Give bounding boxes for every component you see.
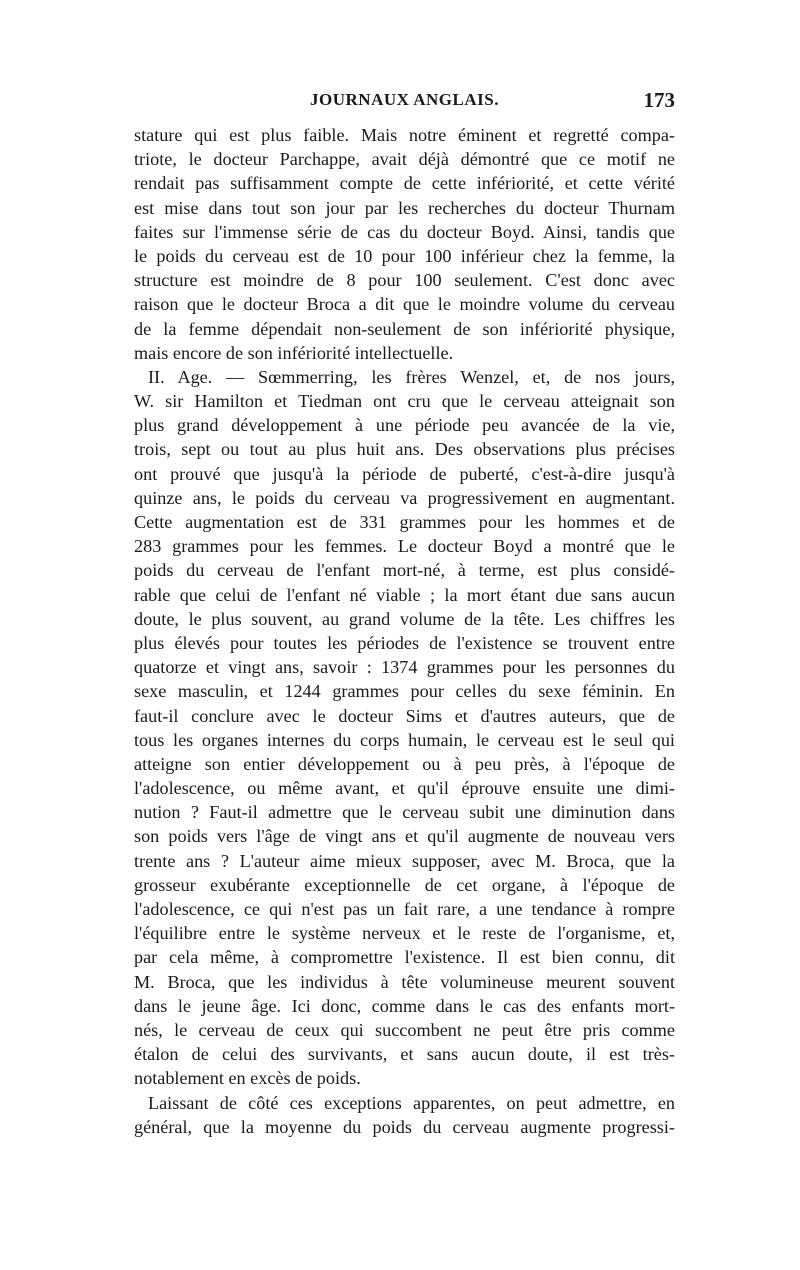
section-heading-line: II. Age. — Sœmmerring, les frères Wenzel, et, de nos jours, [148, 366, 675, 387]
text-line: faut-il conclure avec le docteur Sims et d'autres auteurs, que de [134, 705, 675, 726]
text-line: dans le jeune âge. Ici donc, comme dans le cas des enfants mort- [134, 995, 675, 1016]
page-number: 173 [643, 88, 675, 112]
text-line: Cette augmentation est de 331 grammes pour les hommes et de [134, 512, 675, 532]
text-line: plus grand développement à une période peu avancée de la vie, [134, 415, 675, 436]
text-line: doute, le plus souvent, au grand volume de la tête. Les chiffres les [134, 608, 675, 629]
text-line: trois, sept ou tout au plus huit ans. Des observations plus précises [134, 439, 675, 460]
text-line: W. sir Hamilton et Tiedman ont cru que le cerveau atteignait son [134, 391, 675, 412]
text-line: grosseur exubérante exceptionnelle de cet organe, à l'époque de [134, 874, 675, 895]
text-line: rable que celui de l'enfant né viable ; la mort étant due sans aucun [134, 584, 675, 605]
text-line: l'équilibre entre le système nerveux et le reste de l'organisme, et, [134, 923, 675, 944]
text-line: l'adolescence, ce qui n'est pas un fait rare, a une tendance à rompre [134, 899, 675, 919]
text-line: atteigne son entier développement ou à peu près, à l'époque de [134, 753, 675, 774]
text-line: quinze ans, le poids du cerveau va progressivement en augmentant. [134, 487, 675, 508]
text-line: 283 grammes pour les femmes. Le docteur Boyd a montré que le [134, 536, 675, 557]
text-line: poids du cerveau de l'enfant mort-né, à terme, est plus considé- [134, 560, 675, 581]
text-line: plus élevés pour toutes les périodes de l'existence se trouvent entre [134, 632, 675, 653]
text-line: étalon de celui des survivants, et sans aucun doute, il est très- [134, 1044, 675, 1065]
text-line: est mise dans tout son jour par les recherches du docteur Thurnam [134, 197, 675, 218]
text-line: de la femme dépendait non-seulement de son infériorité physique, [134, 318, 675, 339]
text-line: général, que la moyenne du poids du cerveau augmente progressi- [134, 1116, 675, 1137]
text-line: notablement en excès de poids. [134, 1068, 361, 1089]
page-header [134, 90, 675, 116]
text-line: Laissant de côté ces exceptions apparentes, on peut admettre, en [148, 1092, 675, 1113]
text-line: nution ? Faut-il admettre que le cerveau subit une diminution dans [134, 802, 675, 823]
text-line: ont prouvé que jusqu'à la période de puberté, c'est-à-dire jusqu'à [134, 463, 675, 484]
body-text [134, 123, 675, 1139]
text-line: le poids du cerveau est de 10 pour 100 inférieur chez la femme, la [134, 245, 675, 266]
text-line: tous les organes internes du corps humain, le cerveau est le seul qui [134, 729, 675, 750]
text-line: faites sur l'immense série de cas du docteur Boyd. Ainsi, tandis que [134, 221, 675, 242]
text-line: sexe masculin, et 1244 grammes pour celles du sexe féminin. En [134, 681, 675, 702]
text-line: son poids vers l'âge de vingt ans et qu'il augmente de nouveau vers [134, 826, 675, 847]
text-line: structure est moindre de 8 pour 100 seulement. C'est donc avec [134, 270, 675, 291]
text-line: par cela même, à compromettre l'existence. Il est bien connu, dit [134, 947, 675, 968]
text-line: raison que le docteur Broca a dit que le moindre volume du cerveau [134, 294, 675, 315]
running-head: JOURNAUX ANGLAIS. [310, 90, 499, 109]
text-line: rendait pas suffisamment compte de cette infériorité, et cette vérité [134, 173, 675, 194]
text-line: M. Broca, que les individus à tête volumineuse meurent souvent [134, 971, 675, 992]
text-line: quatorze et vingt ans, savoir : 1374 grammes pour les personnes du [134, 657, 675, 678]
text-line: mais encore de son infériorité intellectuelle. [134, 342, 454, 363]
text-line: nés, le cerveau de ceux qui succombent ne peut être pris comme [134, 1019, 675, 1040]
text-line: triote, le docteur Parchappe, avait déjà démontré que ce motif ne [134, 149, 675, 170]
text-line: l'adolescence, ou même avant, et qu'il éprouve ensuite une dimi- [134, 778, 675, 799]
text-line: trente ans ? L'auteur aime mieux supposer, avec M. Broca, que la [134, 850, 675, 871]
text-line: stature qui est plus faible. Mais notre éminent et regretté compa- [134, 125, 675, 145]
